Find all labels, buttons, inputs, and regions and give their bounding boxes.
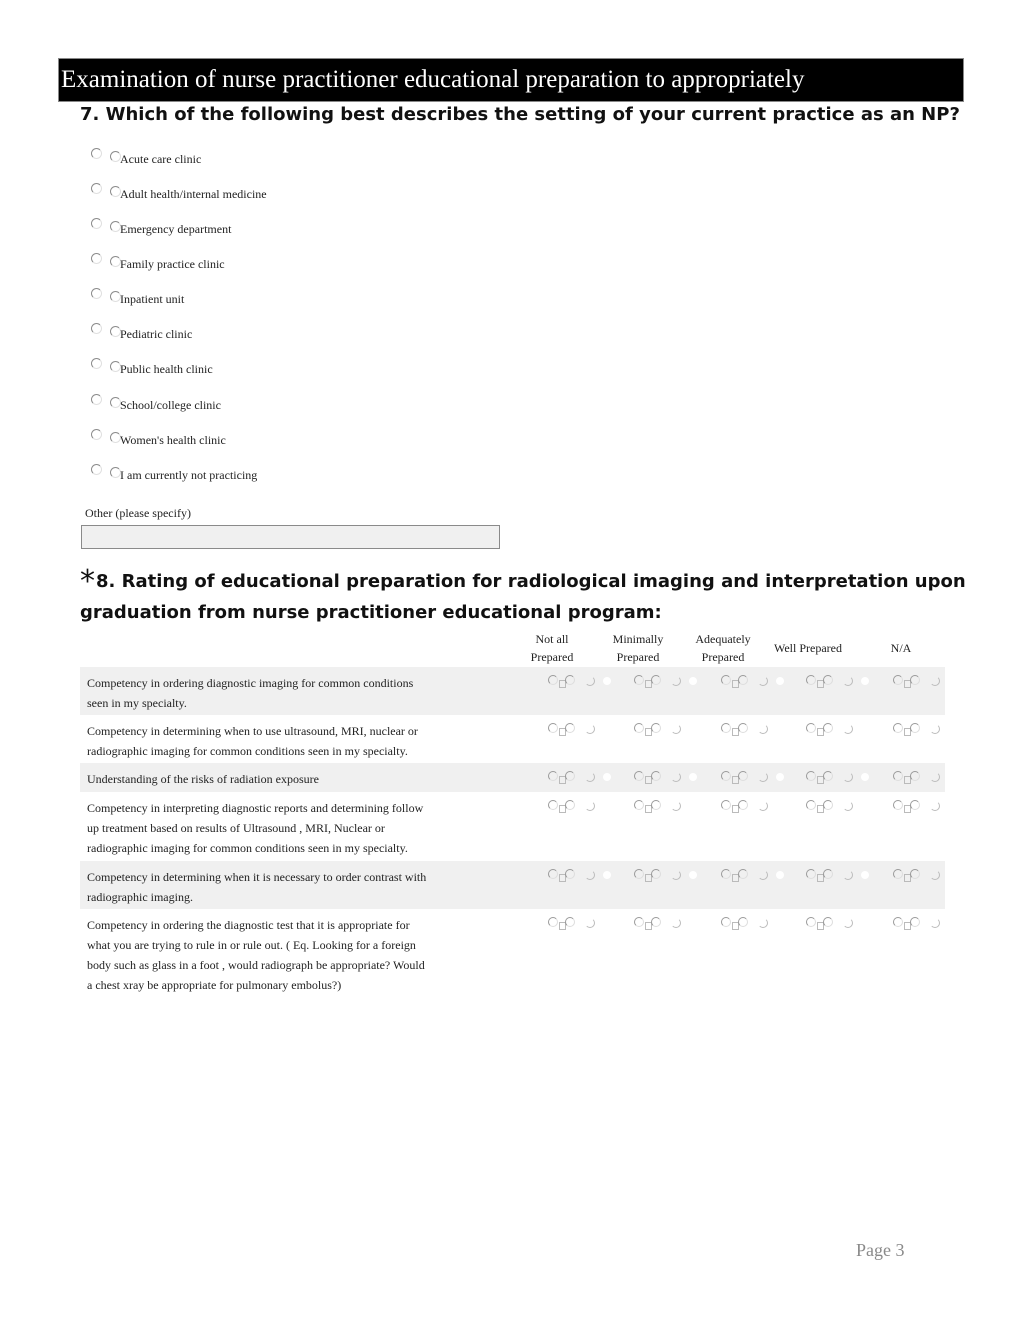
radio-circle-icon [91, 253, 102, 264]
rating-row-label-line: body such as glass in a foot , would radiograph be appropriate? Would [87, 958, 425, 972]
column-header-line: Not all [535, 632, 569, 646]
radio-circle-icon [910, 917, 920, 927]
radio-circle-icon [721, 800, 731, 810]
radio-circle-icon [91, 464, 102, 475]
option-label: Family practice clinic [120, 257, 225, 271]
radio-circle-icon [721, 917, 731, 927]
option-label: I am currently not practicing [120, 468, 258, 482]
radio-dot-icon [776, 773, 784, 781]
option-label: Adult health/internal medicine [120, 187, 267, 201]
radio-button[interactable] [88, 358, 120, 372]
rating-radio-cell[interactable] [806, 800, 866, 814]
radio-circle-icon [651, 675, 661, 685]
radio-button[interactable] [88, 183, 120, 197]
question-8-title [80, 566, 966, 628]
option-label: Women's health clinic [120, 433, 226, 447]
column-header [507, 630, 597, 666]
radio-arc-icon [930, 676, 940, 686]
rating-row-label-line: radiographic imaging. [87, 890, 193, 904]
radio-circle-icon [823, 800, 833, 810]
radio-circle-icon [806, 771, 816, 781]
radio-circle-icon [634, 723, 644, 733]
rating-radio-cell[interactable] [634, 723, 694, 737]
rating-row [80, 909, 945, 991]
rating-radio-cell[interactable] [893, 771, 953, 785]
radio-circle-icon [823, 771, 833, 781]
radio-circle-icon [565, 869, 575, 879]
radio-circle-icon [634, 917, 644, 927]
rating-row-label [87, 798, 449, 858]
radio-circle-icon [548, 723, 558, 733]
option-label: Emergency department [120, 222, 232, 236]
radio-circle-icon [910, 800, 920, 810]
radio-dot-icon [776, 871, 784, 879]
page-number: Page 3 [856, 1240, 905, 1260]
radio-circle-icon [565, 771, 575, 781]
rating-radio-cell[interactable] [721, 917, 781, 931]
radio-circle-icon [893, 869, 903, 879]
radio-circle-icon [548, 675, 558, 685]
radio-circle-icon [548, 917, 558, 927]
radio-arc-icon [671, 676, 681, 686]
radio-circle-icon [893, 917, 903, 927]
radio-circle-icon [893, 800, 903, 810]
radio-button[interactable] [88, 218, 120, 232]
radio-circle-icon [565, 917, 575, 927]
radio-circle-icon [893, 723, 903, 733]
rating-row [80, 792, 945, 861]
radio-arc-icon [585, 724, 595, 734]
radio-circle-icon [651, 917, 661, 927]
radio-circle-icon [738, 675, 748, 685]
radio-circle-icon [91, 429, 102, 440]
rating-radio-cell[interactable] [806, 723, 866, 737]
radio-circle-icon [91, 183, 102, 194]
radio-arc-icon [585, 870, 595, 880]
other-specify-label: Other (please specify) [85, 506, 191, 520]
rating-row-label-line: Competency in interpreting diagnostic reports and determining follow [87, 801, 424, 815]
rating-radio-cell[interactable] [721, 869, 781, 883]
radio-button[interactable] [88, 148, 120, 162]
radio-circle-icon [651, 869, 661, 879]
rating-radio-cell[interactable] [634, 917, 694, 931]
radio-arc-icon [930, 724, 940, 734]
radio-circle-icon [806, 917, 816, 927]
radio-circle-icon [91, 288, 102, 299]
radio-arc-icon [758, 801, 768, 811]
column-header-line: Prepared [530, 650, 574, 664]
radio-circle-icon [651, 723, 661, 733]
radio-circle-icon [823, 675, 833, 685]
rating-radio-cell[interactable] [634, 869, 694, 883]
radio-dot-icon [603, 773, 611, 781]
rating-radio-cell[interactable] [634, 771, 694, 785]
radio-arc-icon [758, 870, 768, 880]
column-header-line: Prepared [616, 650, 660, 664]
radio-circle-icon [91, 323, 102, 334]
radio-circle-icon [651, 771, 661, 781]
radio-circle-icon [910, 771, 920, 781]
radio-circle-icon [721, 771, 731, 781]
radio-circle-icon [634, 675, 644, 685]
radio-arc-icon [758, 918, 768, 928]
option-label: Acute care clinic [120, 152, 202, 166]
column-header [763, 639, 853, 657]
rating-row-label-line: what you are trying to rule in or rule out. ( Eq. Looking for a foreign [87, 938, 416, 952]
radio-circle-icon [893, 771, 903, 781]
rating-row-label [87, 867, 449, 907]
radio-button[interactable] [88, 394, 120, 408]
radio-circle-icon [91, 358, 102, 369]
rating-row-label-line: Understanding of the risks of radiation exposure [87, 772, 319, 786]
radio-circle-icon [823, 917, 833, 927]
radio-circle-icon [91, 218, 102, 229]
rating-radio-cell[interactable] [634, 675, 694, 689]
required-asterisk: * [80, 564, 95, 599]
radio-arc-icon [585, 801, 595, 811]
radio-circle-icon [91, 148, 102, 159]
radio-dot-icon [603, 871, 611, 879]
radio-arc-icon [843, 772, 853, 782]
radio-arc-icon [671, 918, 681, 928]
radio-arc-icon [671, 724, 681, 734]
radio-dot-icon [776, 677, 784, 685]
rating-radio-cell[interactable] [893, 917, 953, 931]
radio-circle-icon [565, 723, 575, 733]
rating-radio-cell[interactable] [721, 771, 781, 785]
radio-arc-icon [930, 918, 940, 928]
radio-circle-icon [721, 675, 731, 685]
radio-circle-icon [910, 675, 920, 685]
rating-row [80, 667, 945, 715]
question-8-title-line2: graduation from nurse practitioner educational program: [80, 602, 662, 623]
rating-radio-cell[interactable] [721, 800, 781, 814]
column-header-line: Prepared [701, 650, 745, 664]
radio-button[interactable] [88, 464, 120, 478]
rating-radio-cell[interactable] [806, 771, 866, 785]
survey-title: Examination of nurse practitioner educational preparation to appropriately [61, 66, 805, 93]
rating-row-label-line: radiographic imaging for common conditions seen in my specialty. [87, 841, 408, 855]
column-header-line: N/A [890, 641, 912, 655]
radio-arc-icon [930, 801, 940, 811]
radio-arc-icon [930, 870, 940, 880]
radio-circle-icon [634, 869, 644, 879]
survey-title-banner [58, 58, 964, 102]
radio-arc-icon [585, 918, 595, 928]
option-label: Pediatric clinic [120, 327, 193, 341]
radio-circle-icon [565, 675, 575, 685]
rating-radio-cell[interactable] [548, 771, 608, 785]
rating-radio-cell[interactable] [893, 800, 953, 814]
radio-button[interactable] [88, 288, 120, 302]
radio-arc-icon [843, 676, 853, 686]
radio-arc-icon [671, 870, 681, 880]
rating-row-label-line: Competency in ordering the diagnostic test that it is appropriate for [87, 918, 410, 932]
radio-button[interactable] [88, 253, 120, 267]
radio-circle-icon [721, 723, 731, 733]
option-label: School/college clinic [120, 398, 221, 412]
radio-arc-icon [843, 918, 853, 928]
radio-dot-icon [861, 677, 869, 685]
rating-radio-cell[interactable] [548, 723, 608, 737]
radio-circle-icon [738, 800, 748, 810]
option-label: Inpatient unit [120, 292, 185, 306]
rating-row-label-line: Competency in ordering diagnostic imaging for common conditions [87, 676, 414, 690]
rating-row-label-line: a chest xray be appropriate for pulmonary embolus?) [87, 978, 342, 992]
column-header-line: Minimally [612, 632, 664, 646]
column-header [593, 630, 683, 666]
rating-radio-cell[interactable] [548, 917, 608, 931]
radio-circle-icon [738, 723, 748, 733]
radio-arc-icon [930, 772, 940, 782]
radio-arc-icon [758, 676, 768, 686]
radio-arc-icon [758, 772, 768, 782]
rating-row-label [87, 915, 449, 995]
radio-dot-icon [861, 773, 869, 781]
radio-arc-icon [843, 870, 853, 880]
radio-arc-icon [843, 801, 853, 811]
rating-row-label [87, 673, 449, 713]
radio-circle-icon [548, 771, 558, 781]
rating-row [80, 763, 945, 792]
radio-circle-icon [806, 869, 816, 879]
rating-radio-cell[interactable] [893, 675, 953, 689]
rating-radio-cell[interactable] [893, 869, 953, 883]
radio-circle-icon [738, 869, 748, 879]
radio-circle-icon [565, 800, 575, 810]
rating-row [80, 861, 945, 909]
column-header [678, 630, 768, 666]
radio-dot-icon [689, 677, 697, 685]
radio-button[interactable] [88, 429, 120, 443]
rating-row-label-line: radiographic imaging for common conditions seen in my specialty. [87, 744, 408, 758]
radio-circle-icon [548, 800, 558, 810]
radio-arc-icon [671, 772, 681, 782]
question-8-title-line1: 8. Rating of educational preparation for radiological imaging and interpretation upon [96, 571, 966, 592]
rating-row-label-line: Competency in determining when to use ultrasound, MRI, nuclear or [87, 724, 418, 738]
radio-circle-icon [721, 869, 731, 879]
radio-arc-icon [843, 724, 853, 734]
radio-circle-icon [806, 723, 816, 733]
rating-row-label-line: up treatment based on results of Ultrasound , MRI, Nuclear or [87, 821, 385, 835]
rating-radio-cell[interactable] [806, 869, 866, 883]
radio-circle-icon [823, 723, 833, 733]
radio-circle-icon [548, 869, 558, 879]
radio-arc-icon [758, 724, 768, 734]
radio-circle-icon [910, 869, 920, 879]
rating-radio-cell[interactable] [806, 675, 866, 689]
rating-row-label [87, 769, 449, 789]
rating-radio-cell[interactable] [721, 723, 781, 737]
radio-dot-icon [689, 871, 697, 879]
radio-circle-icon [91, 394, 102, 405]
rating-radio-cell[interactable] [806, 917, 866, 931]
radio-dot-icon [689, 773, 697, 781]
column-header-line: Adequately [695, 632, 751, 646]
radio-circle-icon [806, 675, 816, 685]
rating-radio-cell[interactable] [548, 800, 608, 814]
radio-arc-icon [585, 676, 595, 686]
radio-circle-icon [823, 869, 833, 879]
column-header-line: Well Prepared [773, 641, 842, 655]
radio-circle-icon [738, 917, 748, 927]
rating-row [80, 715, 945, 763]
rating-row-label-line: seen in my specialty. [87, 696, 187, 710]
other-specify-input[interactable] [81, 525, 500, 549]
radio-circle-icon [634, 771, 644, 781]
radio-circle-icon [738, 771, 748, 781]
radio-button[interactable] [88, 323, 120, 337]
question-7-title: 7. Which of the following best describes the setting of your current practice as an NP? [80, 104, 960, 125]
rating-radio-cell[interactable] [893, 723, 953, 737]
radio-circle-icon [806, 800, 816, 810]
rating-radio-cell[interactable] [721, 675, 781, 689]
option-label: Public health clinic [120, 362, 213, 376]
radio-dot-icon [603, 677, 611, 685]
rating-row-label-line: Competency in determining when it is necessary to order contrast with [87, 870, 427, 884]
column-header [856, 639, 946, 657]
radio-circle-icon [634, 800, 644, 810]
rating-radio-cell[interactable] [548, 869, 608, 883]
radio-circle-icon [893, 675, 903, 685]
radio-circle-icon [651, 800, 661, 810]
rating-radio-cell[interactable] [634, 800, 694, 814]
radio-arc-icon [671, 801, 681, 811]
radio-circle-icon [910, 723, 920, 733]
radio-dot-icon [861, 871, 869, 879]
radio-arc-icon [585, 772, 595, 782]
rating-radio-cell[interactable] [548, 675, 608, 689]
rating-row-label [87, 721, 449, 761]
